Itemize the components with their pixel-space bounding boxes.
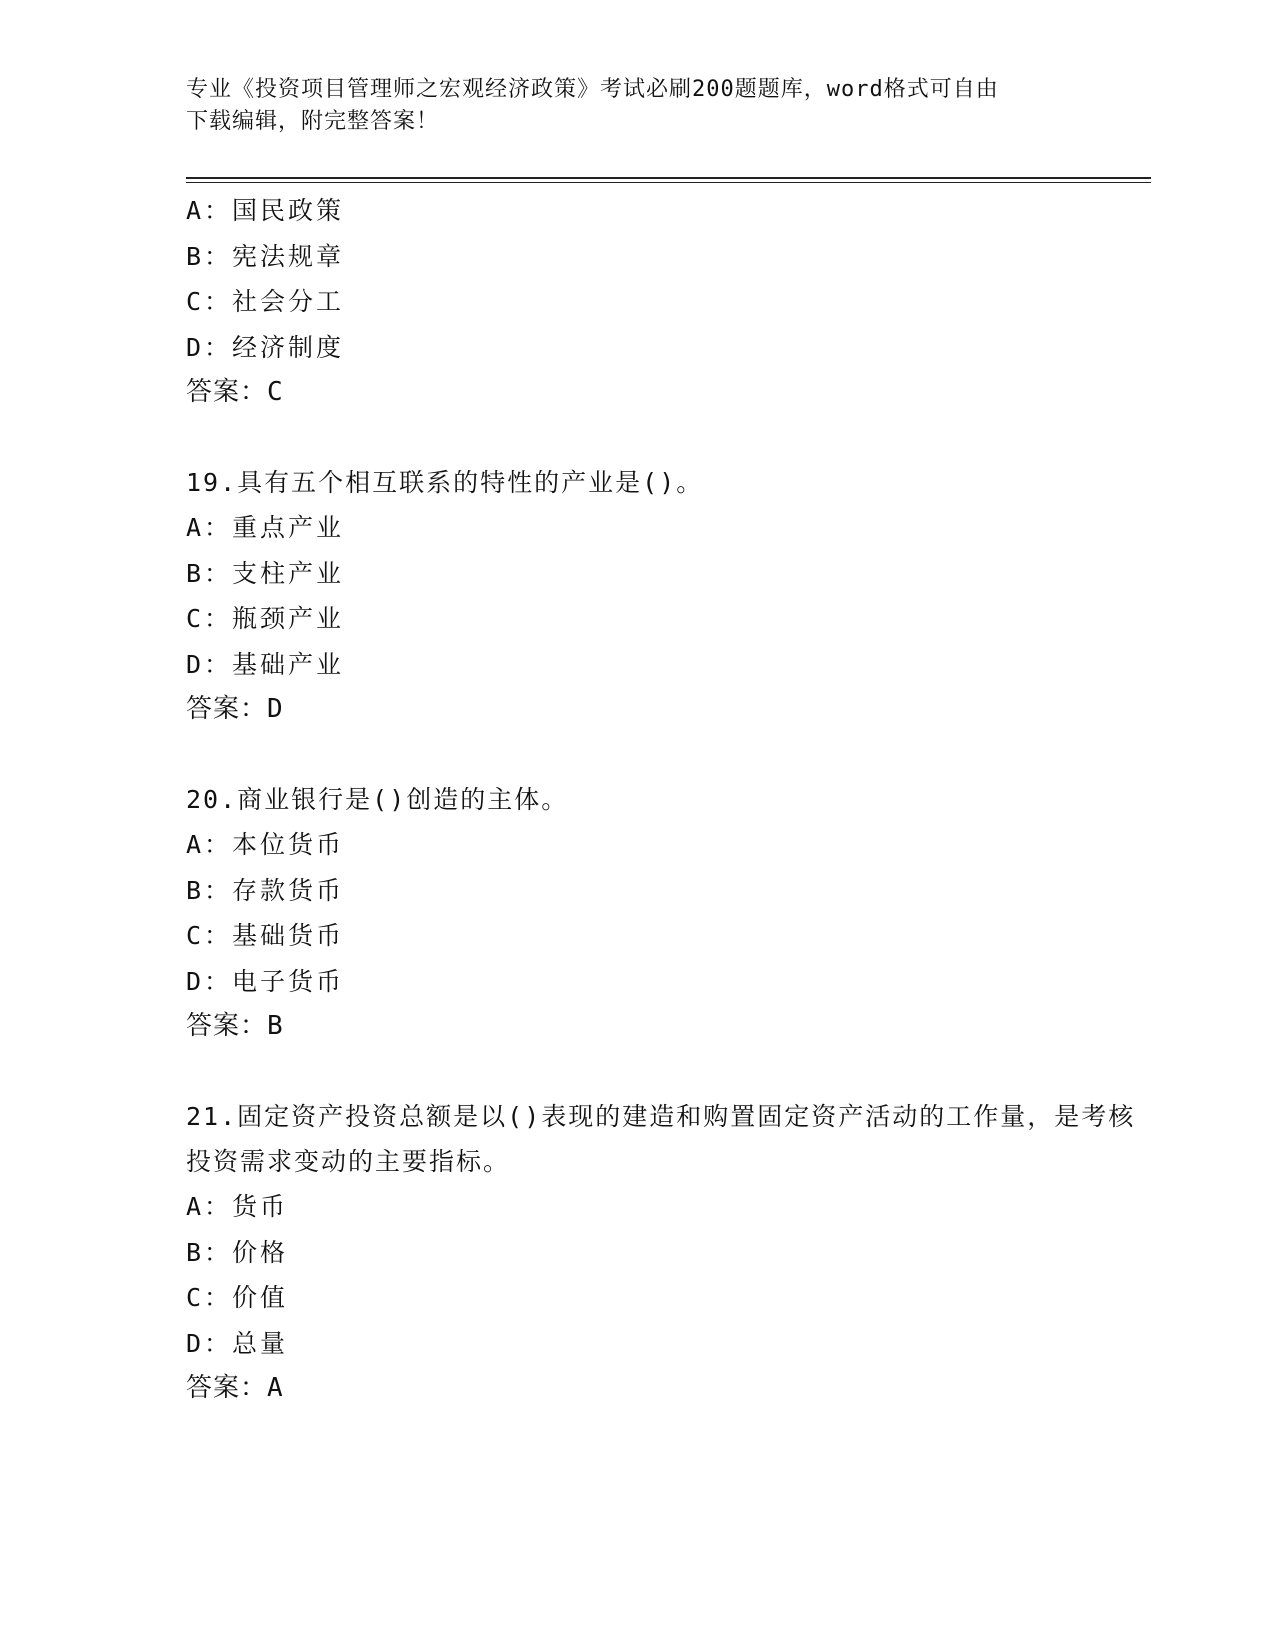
question-block [186,460,1136,732]
answer-value: C [267,377,284,407]
option-d: D：电子货币 [186,966,345,996]
option-b: B：存款货币 [186,875,345,905]
option-c: C：社会分工 [186,287,345,316]
question-block [186,188,1136,415]
question-text: 21.固定资产投资总额是以()表现的建造和购置固定资产活动的工作量，是考核投资需求变动的主要指标。 [186,1102,1136,1176]
answer-line [186,687,1136,732]
header-rule-thin [186,182,1151,183]
option-d: D：经济制度 [186,332,345,362]
answer-label: 答案： [186,1011,268,1041]
answer-value: B [267,1011,284,1041]
answer-value: D [267,694,284,724]
option-b: B：价格 [186,1237,289,1267]
answer-value: A [267,1373,284,1403]
question-block [186,1094,1136,1411]
question-text: 19.具有五个相互联系的特性的产业是()。 [186,468,704,497]
answer-line [186,1004,1136,1049]
option-a: A：国民政策 [186,196,345,225]
answer-label: 答案： [186,377,268,407]
header-line-1: 专业《投资项目管理师之宏观经济政策》考试必刷200题题库，word格式可自由 [186,77,999,102]
option-d: D：总量 [186,1328,289,1358]
answer-label: 答案： [186,1373,268,1403]
option-a: A：货币 [186,1192,289,1221]
option-a: A：重点产业 [186,513,345,542]
option-a: A：本位货币 [186,830,345,859]
header-line-2: 下载编辑，附完整答案！ [186,109,440,134]
question-text: 20.商业银行是()创造的主体。 [186,785,569,814]
option-c: C：瓶颈产业 [186,604,345,633]
answer-label: 答案： [186,694,268,724]
option-c: C：基础货币 [186,921,345,950]
question-block [186,777,1136,1049]
question-list [186,188,1136,1456]
answer-line [186,370,1136,415]
answer-line [186,1366,1136,1411]
option-b: B：宪法规章 [186,241,345,271]
option-c: C：价值 [186,1283,289,1312]
header-rule-thick [186,177,1151,179]
option-b: B：支柱产业 [186,558,345,588]
document-header [186,74,1066,138]
option-d: D：基础产业 [186,649,345,679]
